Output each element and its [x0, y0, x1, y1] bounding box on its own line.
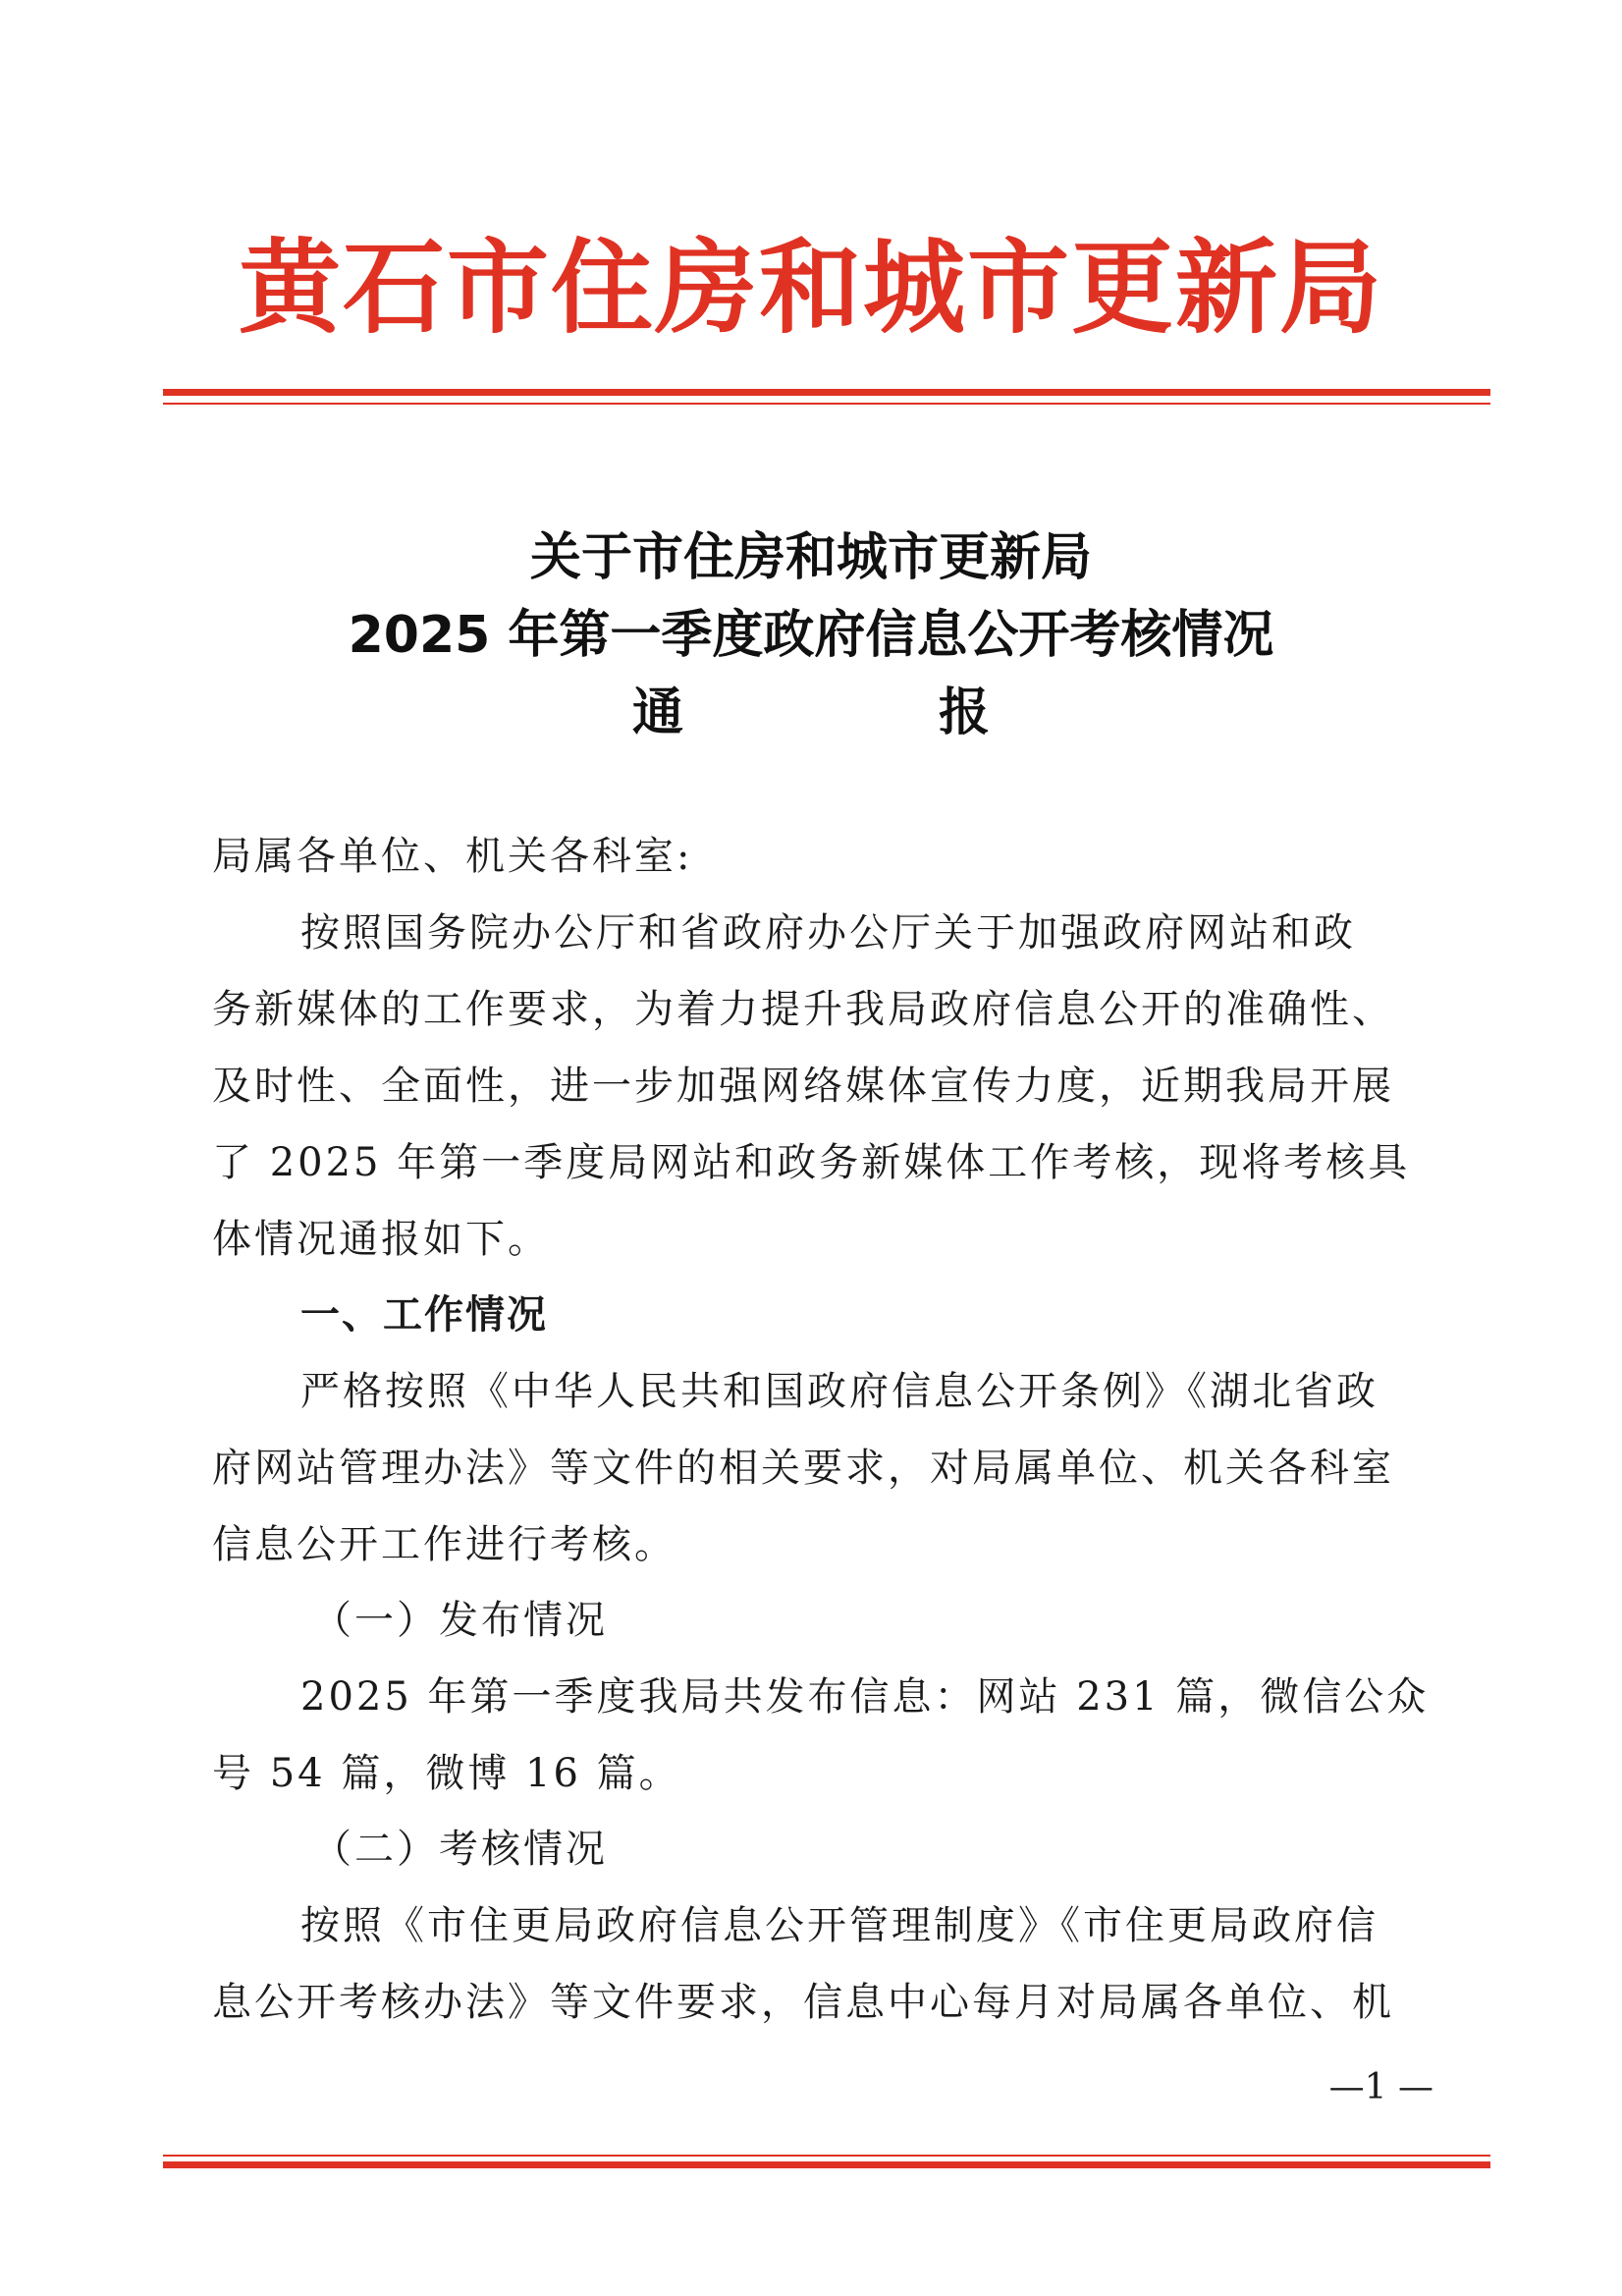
title-word-tong: 通	[631, 683, 683, 742]
document-title-line-2: 2025 年第一季度政府信息公开考核情况	[348, 606, 1274, 665]
org-letterhead-title: 黄石市住房和城市更新局	[238, 228, 1383, 348]
footer-rule-thin	[163, 2155, 1490, 2157]
salutation: 局属各单位、机关各科室:	[212, 834, 693, 879]
paragraph-1-line: 及时性、全面性，进一步加强网络媒体宣传力度，近期我局开展	[212, 1064, 1394, 1109]
section-1-heading: 一、工作情况	[300, 1292, 548, 1338]
paragraph-2-line: 信息公开工作进行考核。	[212, 1522, 676, 1567]
paragraph-3-line: 2025 年第一季度我局共发布信息：网站 231 篇，微信公众	[300, 1674, 1430, 1720]
paragraph-1-line: 体情况通报如下。	[212, 1217, 550, 1262]
paragraph-3-line: 号 54 篇，微博 16 篇。	[212, 1751, 681, 1796]
footer-rule-thick	[163, 2161, 1490, 2168]
paragraph-4-line: 按照《市住更局政府信息公开管理制度》《市住更局政府信	[300, 1903, 1379, 1948]
letterhead-rule-thick	[163, 389, 1490, 396]
letterhead-rule-thin	[163, 403, 1490, 405]
page-number: —1 —	[1328, 2067, 1433, 2107]
document-title-line-1: 关于市住房和城市更新局	[529, 528, 1092, 587]
paragraph-1-line: 了 2025 年第一季度局网站和政务新媒体工作考核，现将考核具	[212, 1140, 1411, 1185]
subsection-1-heading: （一）发布情况	[312, 1598, 608, 1643]
subsection-2-heading: （二）考核情况	[312, 1827, 608, 1872]
paragraph-4-line: 息公开考核办法》等文件要求，信息中心每月对局属各单位、机	[212, 1980, 1394, 2025]
paragraph-1-line: 按照国务院办公厅和省政府办公厅关于加强政府网站和政	[300, 910, 1356, 956]
title-word-bao: 报	[939, 683, 991, 742]
paragraph-2-line: 府网站管理办法》等文件的相关要求，对局属单位、机关各科室	[212, 1446, 1394, 1491]
paragraph-1-line: 务新媒体的工作要求，为着力提升我局政府信息公开的准确性、	[212, 987, 1394, 1032]
paragraph-2-line: 严格按照《中华人民共和国政府信息公开条例》《湖北省政	[300, 1369, 1379, 1414]
document-title-line-3	[0, 683, 1622, 742]
